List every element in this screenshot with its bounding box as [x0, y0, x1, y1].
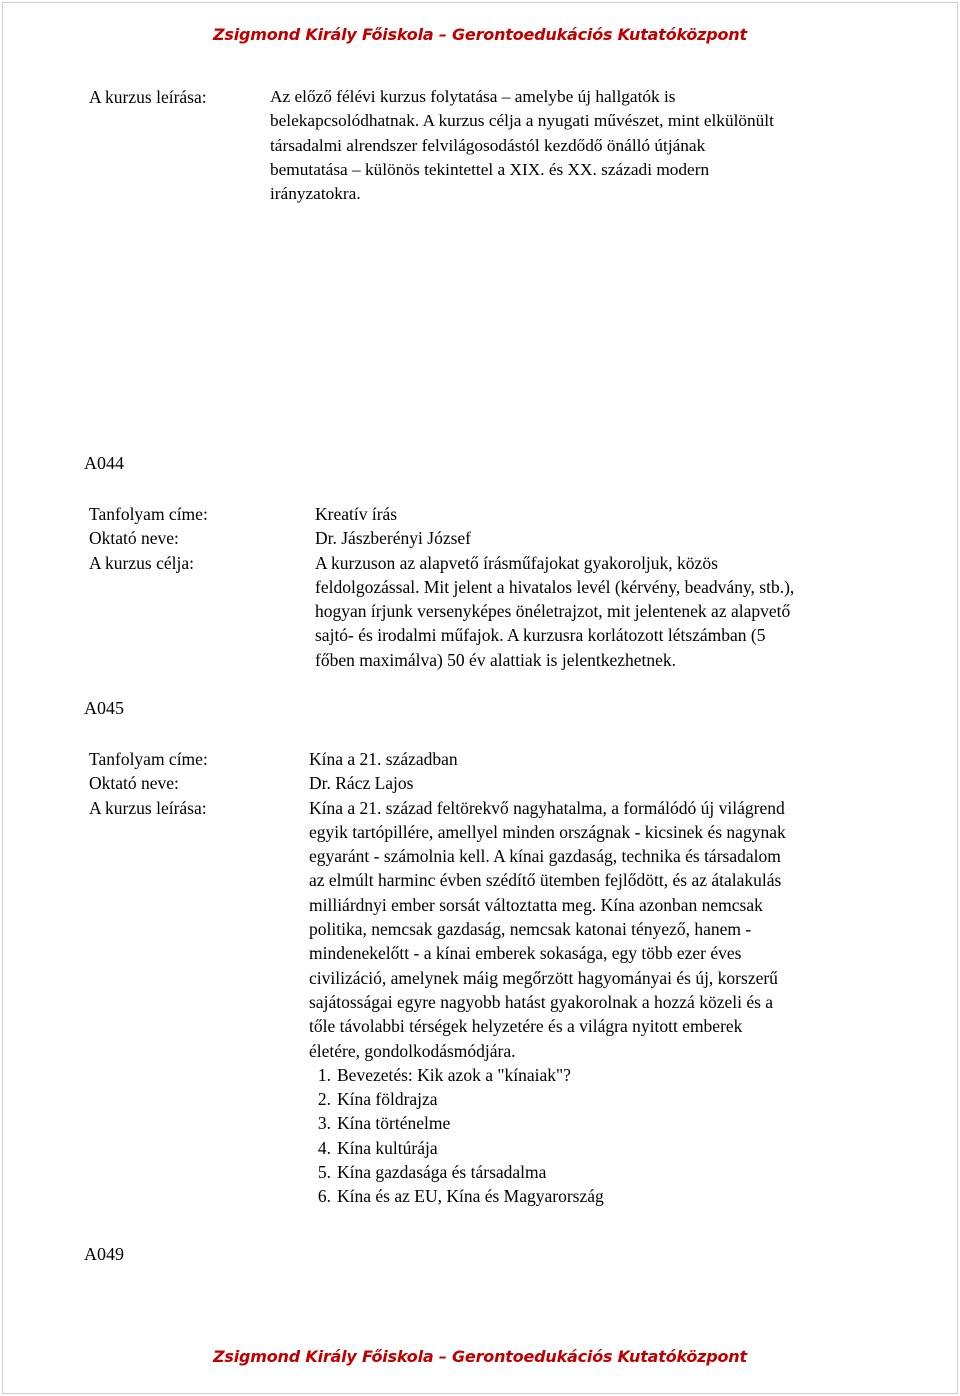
item-number: 4.	[317, 1137, 331, 1158]
list-item	[307, 1136, 919, 1160]
course-labels	[89, 747, 208, 820]
text-line: az elmúlt harminc évben szédítő ütemben fejlődött, és az átalakulás	[309, 870, 782, 891]
teacher-name: Dr. Jászberényi József	[315, 528, 471, 549]
page-footer: Zsigmond Király Főiskola – Gerontoedukációs Kutatóközpont	[213, 1347, 747, 1366]
course-code: A045	[84, 698, 124, 718]
item-number: 5.	[317, 1162, 331, 1183]
list-item	[307, 1087, 919, 1111]
list-item	[307, 1111, 919, 1135]
teacher-label: Oktató neve:	[89, 528, 179, 549]
item-number: 1.	[317, 1064, 331, 1085]
text-line: társadalmi alrendszer felvilágosodástól kezdődő önálló útjának	[270, 135, 706, 155]
title-label: Tanfolyam címe:	[89, 504, 208, 524]
page-header: Zsigmond Király Főiskola – Gerontoedukációs Kutatóközpont	[213, 25, 747, 44]
text-line: főben maximálva) 50 év alattiak is jelentkezhetnek.	[315, 649, 677, 670]
item-text: Kína földrajza	[337, 1089, 438, 1110]
item-number: 2.	[317, 1089, 331, 1110]
text-line: hogyan írjunk versenyképes önéletrajzot, mit jelentenek az alapvető	[315, 601, 791, 622]
item-text: Bevezetés: Kik azok a "kínaiak"?	[337, 1064, 571, 1085]
text-line: irányzatokra.	[270, 184, 361, 204]
course-details	[309, 747, 919, 1209]
item-text: Kína és az EU, Kína és Magyarország	[337, 1186, 604, 1207]
course-details	[315, 502, 915, 672]
course-code: A049	[84, 1244, 124, 1264]
text-line: sajátosságai egyre nagyobb hatást gyakorolnak a hozzá közeli és a	[309, 991, 774, 1012]
description-label: A kurzus leírása:	[89, 87, 207, 107]
text-line: feldolgozással. Mit jelent a hivatalos levél (kérvény, beadvány, stb.),	[315, 576, 795, 597]
text-line: egyik tartópillére, amellyel minden országnak - kicsinek és nagynak	[309, 821, 786, 842]
description-text	[270, 85, 910, 206]
text-line: belekapcsolódhatnak. A kurzus célja a nyugati művészet, mint elkülönült	[270, 111, 774, 131]
title-label: Tanfolyam címe:	[89, 749, 208, 769]
item-text: Kína kultúrája	[337, 1137, 438, 1158]
goal-label: A kurzus célja:	[89, 552, 194, 573]
list-item	[307, 1160, 919, 1184]
course-title: Kreatív írás	[315, 504, 398, 524]
text-line: milliárdnyi ember sorsát változtatta meg. Kína azonban nemcsak	[309, 894, 763, 915]
course-title: Kína a 21. században	[309, 749, 458, 769]
text-line: tőle távolabbi térségek helyzetére és a világra nyitott emberek	[309, 1016, 743, 1037]
list-item	[307, 1184, 919, 1208]
list-item	[307, 1063, 919, 1087]
teacher-label: Oktató neve:	[89, 773, 179, 794]
teacher-name: Dr. Rácz Lajos	[309, 773, 414, 794]
text-line: mindenekelőtt - a kínai emberek sokasága, egy több ezer éves	[309, 943, 742, 964]
item-number: 3.	[317, 1113, 331, 1134]
item-text: Kína gazdasága és társadalma	[337, 1162, 547, 1183]
text-line: Kína a 21. század feltörekvő nagyhatalma, a formálódó új világrend	[309, 797, 785, 818]
text-line: egyaránt - számolnia kell. A kínai gazdaság, technika és társadalom	[309, 846, 781, 867]
text-line: politika, nemcsak gazdaság, nemcsak katonai tényező, hanem -	[309, 919, 752, 940]
item-text: Kína történelme	[337, 1113, 451, 1134]
text-line: életére, gondolkodásmódjára.	[309, 1040, 516, 1061]
text-line: sajtó- és irodalmi műfajok. A kurzusra korlátozott létszámban (5	[315, 625, 766, 646]
course-code: A044	[84, 453, 124, 473]
topic-list	[307, 1063, 919, 1209]
text-line: Az előző félévi kurzus folytatása – amelybe új hallgatók is	[270, 87, 676, 106]
course-labels	[89, 502, 208, 575]
description-label: A kurzus leírása:	[89, 797, 207, 818]
text-line: bemutatása – különös tekintettel a XIX. és XX. századi modern	[270, 159, 710, 179]
item-number: 6.	[317, 1186, 331, 1207]
text-line: civilizáció, amelynek máig megőrzött hagyományai és új, korszerű	[309, 967, 778, 988]
text-line: A kurzuson az alapvető írásműfajokat gyakoroljuk, közös	[315, 552, 718, 573]
